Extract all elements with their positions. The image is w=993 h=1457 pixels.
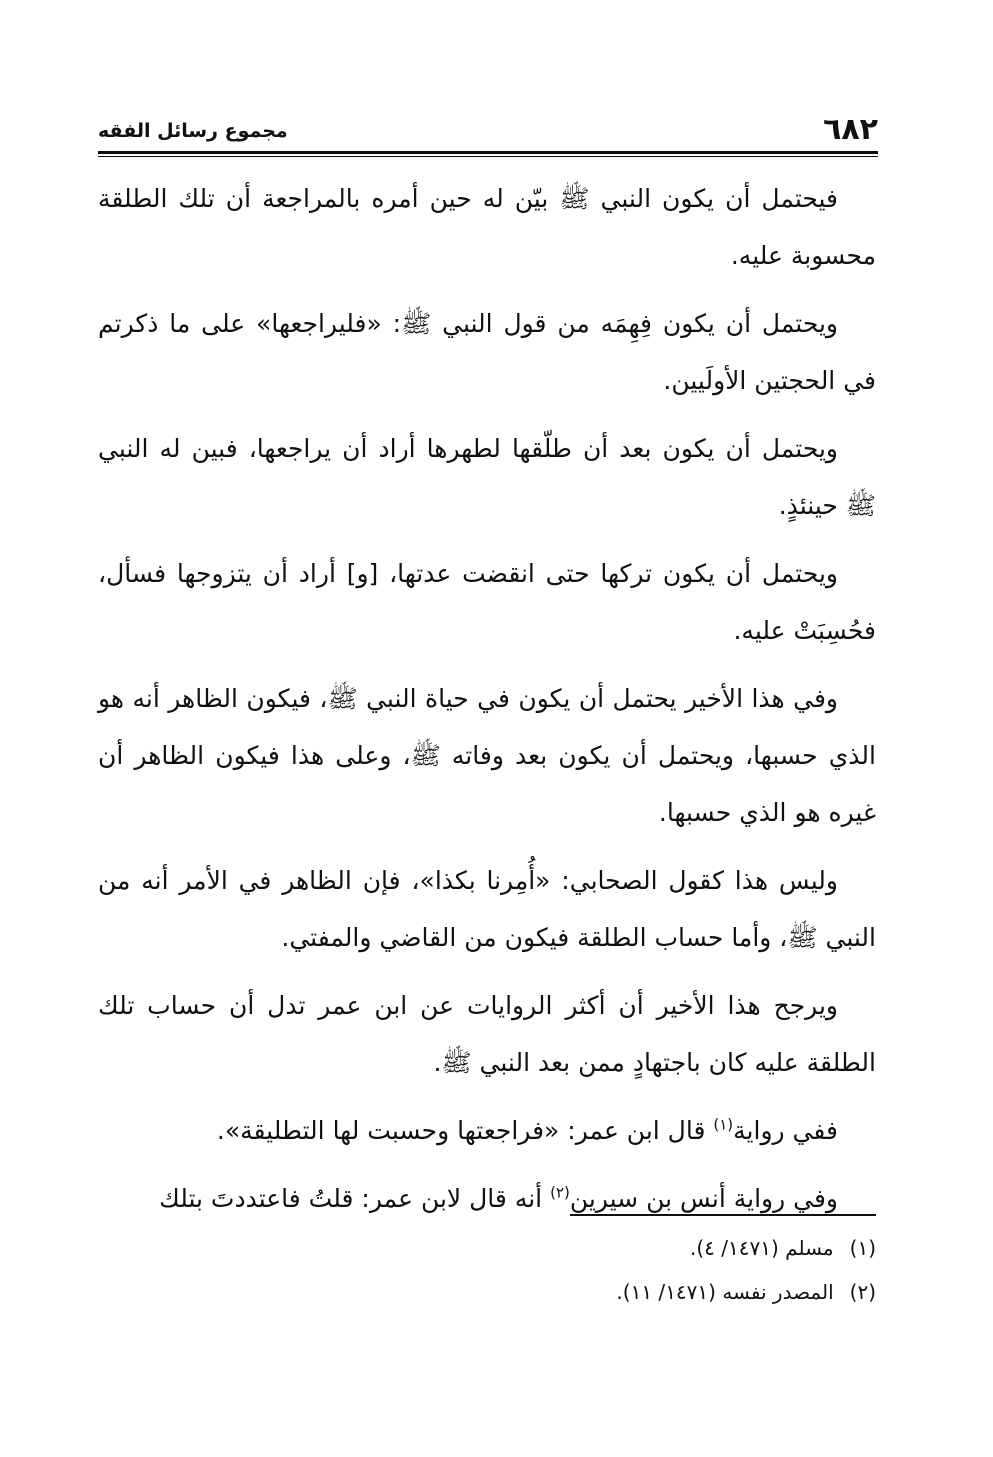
paragraph-text: قال ابن عمر: «فراجعتها وحسبت لها التطليقة».: [216, 1116, 714, 1145]
footnote-number: (٢): [849, 1280, 876, 1304]
footnote-number: (١): [849, 1236, 876, 1260]
paragraph: وليس هذا كقول الصحابي: «أُمِرنا بكذا»، فإن الظاهر في الأمر أنه من النبي ﷺ، وأما حساب الطلقة فيكون من القاضي والمفتي.: [98, 866, 876, 952]
paragraph-with-footnote-ref: [98, 1170, 876, 1227]
page-number: ٦٨٢: [823, 112, 878, 147]
paragraph-text: أنه قال لابن عمر: قلتُ فاعتددتَ بتلك: [159, 1184, 551, 1213]
paragraph-text: ففي رواية: [733, 1116, 838, 1145]
paragraph: ويحتمل أن يكون فِهِمَه من قول النبي ﷺ: «فليراجعها» على ما ذكرتم في الحجتين الأولَيين.: [98, 309, 876, 395]
footnote: [420, 1270, 876, 1314]
footnote-rule: [570, 1214, 876, 1216]
footnote-marker[interactable]: (١): [713, 1115, 734, 1134]
page-header: [98, 108, 878, 150]
paragraph: وفي هذا الأخير يحتمل أن يكون في حياة النبي ﷺ، فيكون الظاهر أنه هو الذي حسبها، ويحتمل أن يكون بعد وفاته ﷺ، وعلى هذا فيكون الظاهر أن غيره هو الذي حسبها.: [98, 684, 876, 827]
footnote-marker[interactable]: (٢): [550, 1183, 570, 1202]
footnote-text: مسلم (١٤٧١/ ٤).: [689, 1236, 834, 1260]
footnote-text: المصدر نفسه (١٤٧١/ ١١).: [616, 1280, 834, 1304]
paragraph: ويحتمل أن يكون بعد أن طلّقها لطهرها أراد أن يراجعها، فبين له النبي ﷺ حينئذٍ.: [98, 434, 876, 520]
footnotes: [420, 1226, 876, 1314]
running-title: مجموع رسائل الفقه: [98, 120, 288, 142]
paragraph-text: وفي رواية أنس بن سيرين: [569, 1184, 838, 1213]
header-rule: [98, 151, 878, 157]
paragraph: فيحتمل أن يكون النبي ﷺ بيّن له حين أمره بالمراجعة أن تلك الطلقة محسوبة عليه.: [98, 184, 876, 270]
paragraph: ويرجح هذا الأخير أن أكثر الروايات عن ابن عمر تدل أن حساب تلك الطلقة عليه كان باجتهادٍ ممن بعد النبي ﷺ.: [98, 991, 876, 1077]
paragraph-with-footnote-ref: [98, 1102, 876, 1159]
paragraph: ويحتمل أن يكون تركها حتى انقضت عدتها، [و] أراد أن يتزوجها فسأل، فحُسِبَتْ عليه.: [98, 559, 876, 645]
main-text: [98, 170, 876, 1238]
footnote: [420, 1226, 876, 1270]
